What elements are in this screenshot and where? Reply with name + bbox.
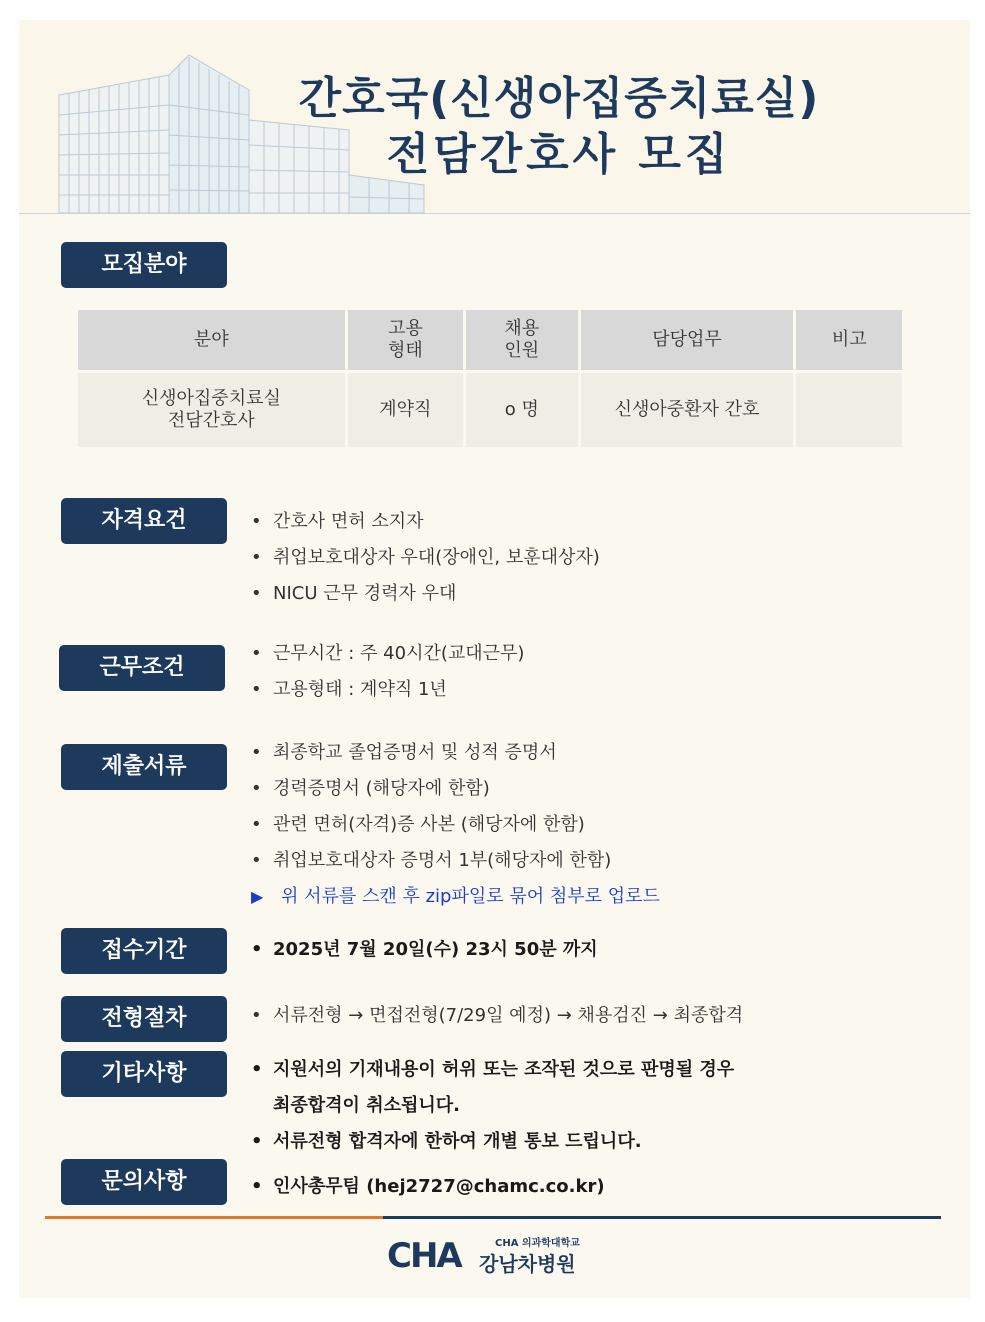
section-label-other: 기타사항 xyxy=(61,1051,227,1097)
section-label-qualification: 자격요건 xyxy=(61,498,227,544)
list-item: • 지원서의 기재내용이 허위 또는 조작된 것으로 판명될 경우 xyxy=(251,1052,734,1088)
qualification-list xyxy=(251,504,600,612)
list-item: • 최종학교 졸업증명서 및 성적 증명서 xyxy=(251,735,660,771)
application-period: • 2025년 7월 20일(수) 23시 50분 까지 xyxy=(251,932,598,968)
conditions-list xyxy=(251,636,524,708)
table-cell-field: 신생아집중치료실 전담간호사 xyxy=(78,370,345,447)
list-item: • 취업보호대상자 증명서 1부(해당자에 한함) xyxy=(251,843,660,879)
table-header-remarks: 비고 xyxy=(796,310,902,370)
table-row xyxy=(78,370,902,447)
procedure-list xyxy=(251,998,743,1034)
page-title-line1: 간호국(신생아집중치료실) xyxy=(298,73,820,124)
logo-hospital-name: 강남차병원 xyxy=(479,1252,576,1276)
list-item: • 고용형태 : 계약직 1년 xyxy=(251,672,524,708)
list-item: • 취업보호대상자 우대(장애인, 보훈대상자) xyxy=(251,540,600,576)
recruitment-table xyxy=(75,310,905,447)
footer-divider-navy xyxy=(383,1216,941,1219)
contact-list xyxy=(251,1169,605,1205)
table-header-duties: 담당업무 xyxy=(581,310,794,370)
period-list xyxy=(251,932,598,968)
cha-logo-mark: CHA xyxy=(387,1236,461,1276)
table-header-field: 분야 xyxy=(78,310,345,370)
hospital-logo xyxy=(387,1232,617,1278)
table-cell-employment-type: 계약직 xyxy=(348,370,463,447)
other-list xyxy=(251,1052,734,1160)
list-item: • NICU 근무 경력자 우대 xyxy=(251,576,600,612)
list-item: • 경력증명서 (해당자에 한함) xyxy=(251,771,660,807)
list-item: • 근무시간 : 주 40시간(교대근무) xyxy=(251,636,524,672)
section-label-conditions: 근무조건 xyxy=(59,645,225,691)
table-header-headcount: 채용 인원 xyxy=(466,310,577,370)
list-item: • 서류전형 합격자에 한하여 개별 통보 드립니다. xyxy=(251,1124,734,1160)
table-header-employment-type: 고용 형태 xyxy=(348,310,463,370)
table-header-row xyxy=(78,310,902,370)
logo-subtitle: CHA 의과학대학교 xyxy=(495,1238,580,1249)
poster-header xyxy=(19,20,970,214)
list-item-continuation: 최종합격이 취소됩니다. xyxy=(273,1095,460,1116)
table-cell-headcount: o 명 xyxy=(466,370,577,447)
table-cell-duties: 신생아중환자 간호 xyxy=(581,370,794,447)
section-label-period: 접수기간 xyxy=(61,928,227,974)
list-item: • 관련 면허(자격)증 사본 (해당자에 한함) xyxy=(251,807,660,843)
documents-list xyxy=(251,735,660,915)
recruitment-poster xyxy=(19,20,970,1298)
documents-note: ▶ 위 서류를 스캔 후 zip파일로 묶어 첨부로 업로드 xyxy=(251,879,660,915)
contact-info: • 인사총무팀 (hej2727@chamc.co.kr) xyxy=(251,1169,605,1205)
list-item: • 간호사 면허 소지자 xyxy=(251,504,600,540)
section-label-documents: 제출서류 xyxy=(61,744,227,790)
selection-procedure: • 서류전형 → 면접전형(7/29일 예정) → 채용검진 → 최종합격 xyxy=(251,998,743,1034)
table-cell-remarks xyxy=(796,370,902,447)
section-label-recruit-field: 모집분야 xyxy=(61,242,227,288)
footer-divider-orange xyxy=(45,1216,383,1219)
section-label-procedure: 전형절차 xyxy=(61,996,227,1042)
section-label-contact: 문의사항 xyxy=(61,1159,227,1205)
page-title-line2: 전담간호사 모집 xyxy=(386,129,732,180)
